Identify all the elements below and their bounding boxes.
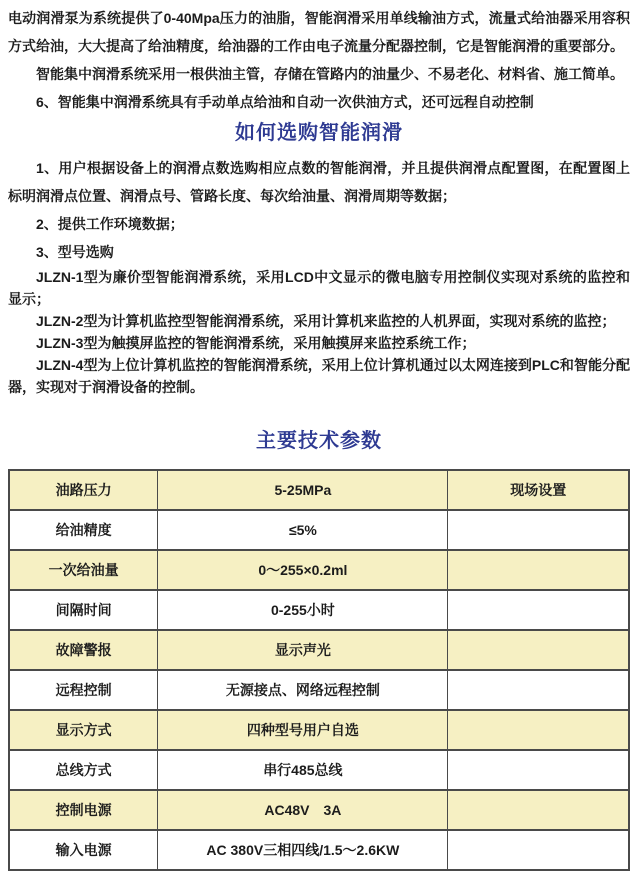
intro-paragraph-3: 6、智能集中润滑系统具有手动单点给油和自动一次供油方式，还可远程自动控制 [36,94,534,110]
cell-parameter-value: AC 380V三相四线/1.5～2.6KW [158,830,448,870]
cell-parameter-name: 一次给油量 [9,550,158,590]
intro-paragraph-1: 电动润滑泵为系统提供了0-40Mpa压力的油脂，智能润滑采用单线输油方式，流量式给油器采用容积方式给油，大大提高了给油精度，给油器的工作由电子流量分配器控制，它是智能润滑的重要部分。 [8,10,630,54]
table-row [9,550,629,590]
cell-parameter-note [448,830,629,870]
section-title-selection-guide: 如何选购智能润滑 [235,122,403,144]
cell-parameter-name: 总线方式 [9,750,158,790]
cell-parameter-name: 控制电源 [9,790,158,830]
table-row [9,590,629,630]
model-descriptions [8,266,630,398]
cell-parameter-note [448,630,629,670]
cell-parameter-value: 串行485总线 [158,750,448,790]
cell-parameter-note [448,710,629,750]
model-jlzn-1: JLZN-1型为廉价型智能润滑系统，采用LCD中文显示的微电脑专用控制仪实现对系统的监控和显示； [8,269,630,307]
cell-parameter-name: 给油精度 [9,510,158,550]
cell-parameter-note [448,750,629,790]
cell-parameter-note [448,670,629,710]
cell-parameter-note [448,790,629,830]
selection-step-1: 1、用户根据设备上的润滑点数选购相应点数的智能润滑，并且提供润滑点配置图，在配置图上标明润滑点位置、润滑点号、管路长度、每次给油量、润滑周期等数据； [8,160,630,204]
cell-parameter-note [448,510,629,550]
table-row [9,830,629,870]
cell-parameter-value: 0-255小时 [158,590,448,630]
table-row [9,510,629,550]
cell-parameter-value: 显示声光 [158,630,448,670]
table-row [9,710,629,750]
cell-parameter-name: 远程控制 [9,670,158,710]
selection-steps [8,154,630,266]
section-title-tech-params: 主要技术参数 [256,430,382,452]
table-row [9,630,629,670]
cell-parameter-value: 四种型号用户自选 [158,710,448,750]
cell-parameter-name: 故障警报 [9,630,158,670]
cell-parameter-name: 间隔时间 [9,590,158,630]
intro-paragraph-2: 智能集中润滑系统采用一根供油主管，存储在管路内的油量少、不易老化、材料省、施工简单。 [36,66,624,82]
selection-step-3: 3、型号选购 [36,244,114,260]
table-row [9,670,629,710]
tech-params-table [8,469,630,871]
cell-parameter-note: 现场设置 [448,470,629,510]
table-row [9,790,629,830]
selection-step-2: 2、提供工作环境数据； [36,216,184,232]
table-row [9,470,629,510]
cell-parameter-name: 输入电源 [9,830,158,870]
cell-parameter-note [448,550,629,590]
cell-parameter-name: 显示方式 [9,710,158,750]
model-jlzn-3: JLZN-3型为触摸屏监控的智能润滑系统，采用触摸屏来监控系统工作； [36,335,476,351]
cell-parameter-value: 5-25MPa [158,470,448,510]
cell-parameter-value: 无源接点、网络远程控制 [158,670,448,710]
tech-params-table-body [9,470,629,870]
model-jlzn-2: JLZN-2型为计算机监控型智能润滑系统，采用计算机来监控的人机界面，实现对系统的监控； [36,313,616,329]
cell-parameter-value: ≤5% [158,510,448,550]
cell-parameter-value: 0～255×0.2ml [158,550,448,590]
table-row [9,750,629,790]
cell-parameter-note [448,590,629,630]
model-jlzn-4: JLZN-4型为上位计算机监控的智能润滑系统，采用上位计算机通过以太网连接到PLC和智能分配器，实现对于润滑设备的控制。 [8,357,630,395]
cell-parameter-value: AC48V 3A [158,790,448,830]
cell-parameter-name: 油路压力 [9,470,158,510]
